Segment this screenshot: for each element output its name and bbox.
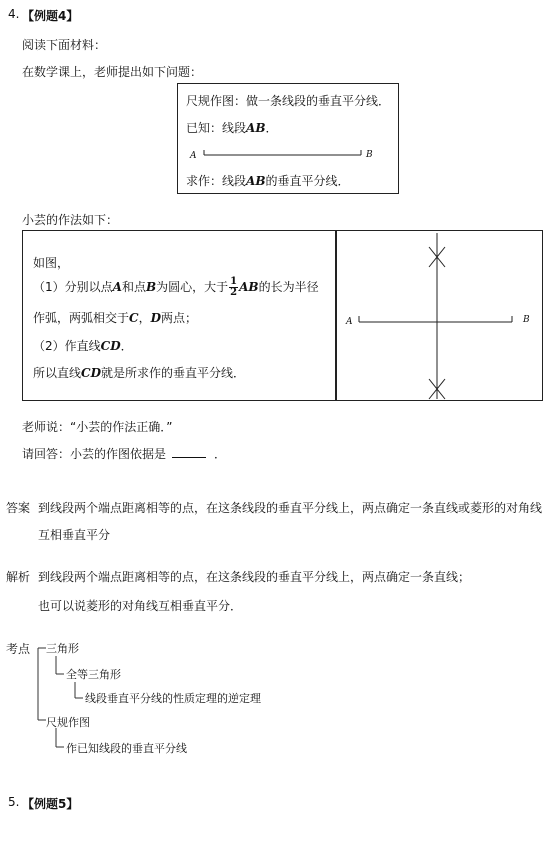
figure-box bbox=[336, 230, 543, 401]
intro-line-1: 阅读下面材料： bbox=[22, 38, 107, 52]
question-tag: 【例题4】 bbox=[22, 9, 79, 23]
kaodian-node-congruent: 全等三角形 bbox=[66, 668, 121, 681]
problem-given: 已知：线段AB． bbox=[186, 121, 278, 135]
problem-find: 求作：线段AB的垂直平分线． bbox=[186, 174, 350, 188]
kaodian-label: 考点 bbox=[6, 642, 31, 656]
teacher-comment: 老师说：“小芸的作法正确．” bbox=[22, 420, 173, 434]
answer-label: 答案 bbox=[6, 501, 31, 515]
step-1-line-2: 作弧，两弧相交于C，D两点； bbox=[33, 311, 198, 325]
kaodian-node-converse-theorem: 线段垂直平分线的性质定理的逆定理 bbox=[85, 692, 261, 705]
next-question-number: 5. bbox=[8, 795, 20, 809]
step-1-line-1: （1）分别以点A和点B为圆心，大于 $\frac{1}{2}$ AB的长为半径 bbox=[33, 276, 319, 298]
next-question-tag: 【例题5】 bbox=[22, 797, 79, 811]
answer-line-2: 互相垂直平分 bbox=[38, 528, 111, 542]
answer-blank bbox=[172, 457, 206, 458]
answer-line-1: 到线段两个端点距离相等的点，在这条线段的垂直平分线上，两点确定一条直线或菱形的对角线 bbox=[38, 501, 543, 515]
fraction-half: $\frac{1}{2}$ bbox=[230, 276, 238, 298]
segment-label-b: B bbox=[366, 150, 373, 160]
question-number: 4. bbox=[8, 7, 20, 21]
analysis-line-1: 到线段两个端点距离相等的点，在这条线段的垂直平分线上，两点确定一条直线； bbox=[38, 570, 471, 584]
step-intro: 如图， bbox=[33, 256, 70, 270]
construction-figure bbox=[337, 231, 544, 402]
steps-box bbox=[22, 230, 336, 401]
figure-label-b: B bbox=[523, 315, 530, 325]
problem-line-1: 尺规作图：做一条线段的垂直平分线． bbox=[186, 94, 391, 108]
step-2: （2）作直线CD． bbox=[33, 339, 133, 353]
figure-label-a: A bbox=[346, 317, 353, 327]
kaodian-node-bisector: 作已知线段的垂直平分线 bbox=[66, 742, 187, 755]
analysis-label: 解析 bbox=[6, 570, 31, 584]
kaodian-node-triangle: 三角形 bbox=[46, 642, 79, 655]
problem-box bbox=[177, 83, 399, 194]
analysis-line-2: 也可以说菱形的对角线互相垂直平分． bbox=[38, 599, 243, 613]
segment-label-a: A bbox=[190, 151, 197, 161]
step-conclusion: 所以直线CD就是所求作的垂直平分线． bbox=[33, 366, 245, 380]
method-intro: 小芸的作法如下： bbox=[22, 213, 119, 227]
question-ask: 请回答：小芸的作图依据是 ． bbox=[22, 447, 227, 461]
intro-line-2: 在数学课上，老师提出如下问题： bbox=[22, 65, 203, 79]
kaodian-node-construction: 尺规作图 bbox=[46, 716, 90, 729]
